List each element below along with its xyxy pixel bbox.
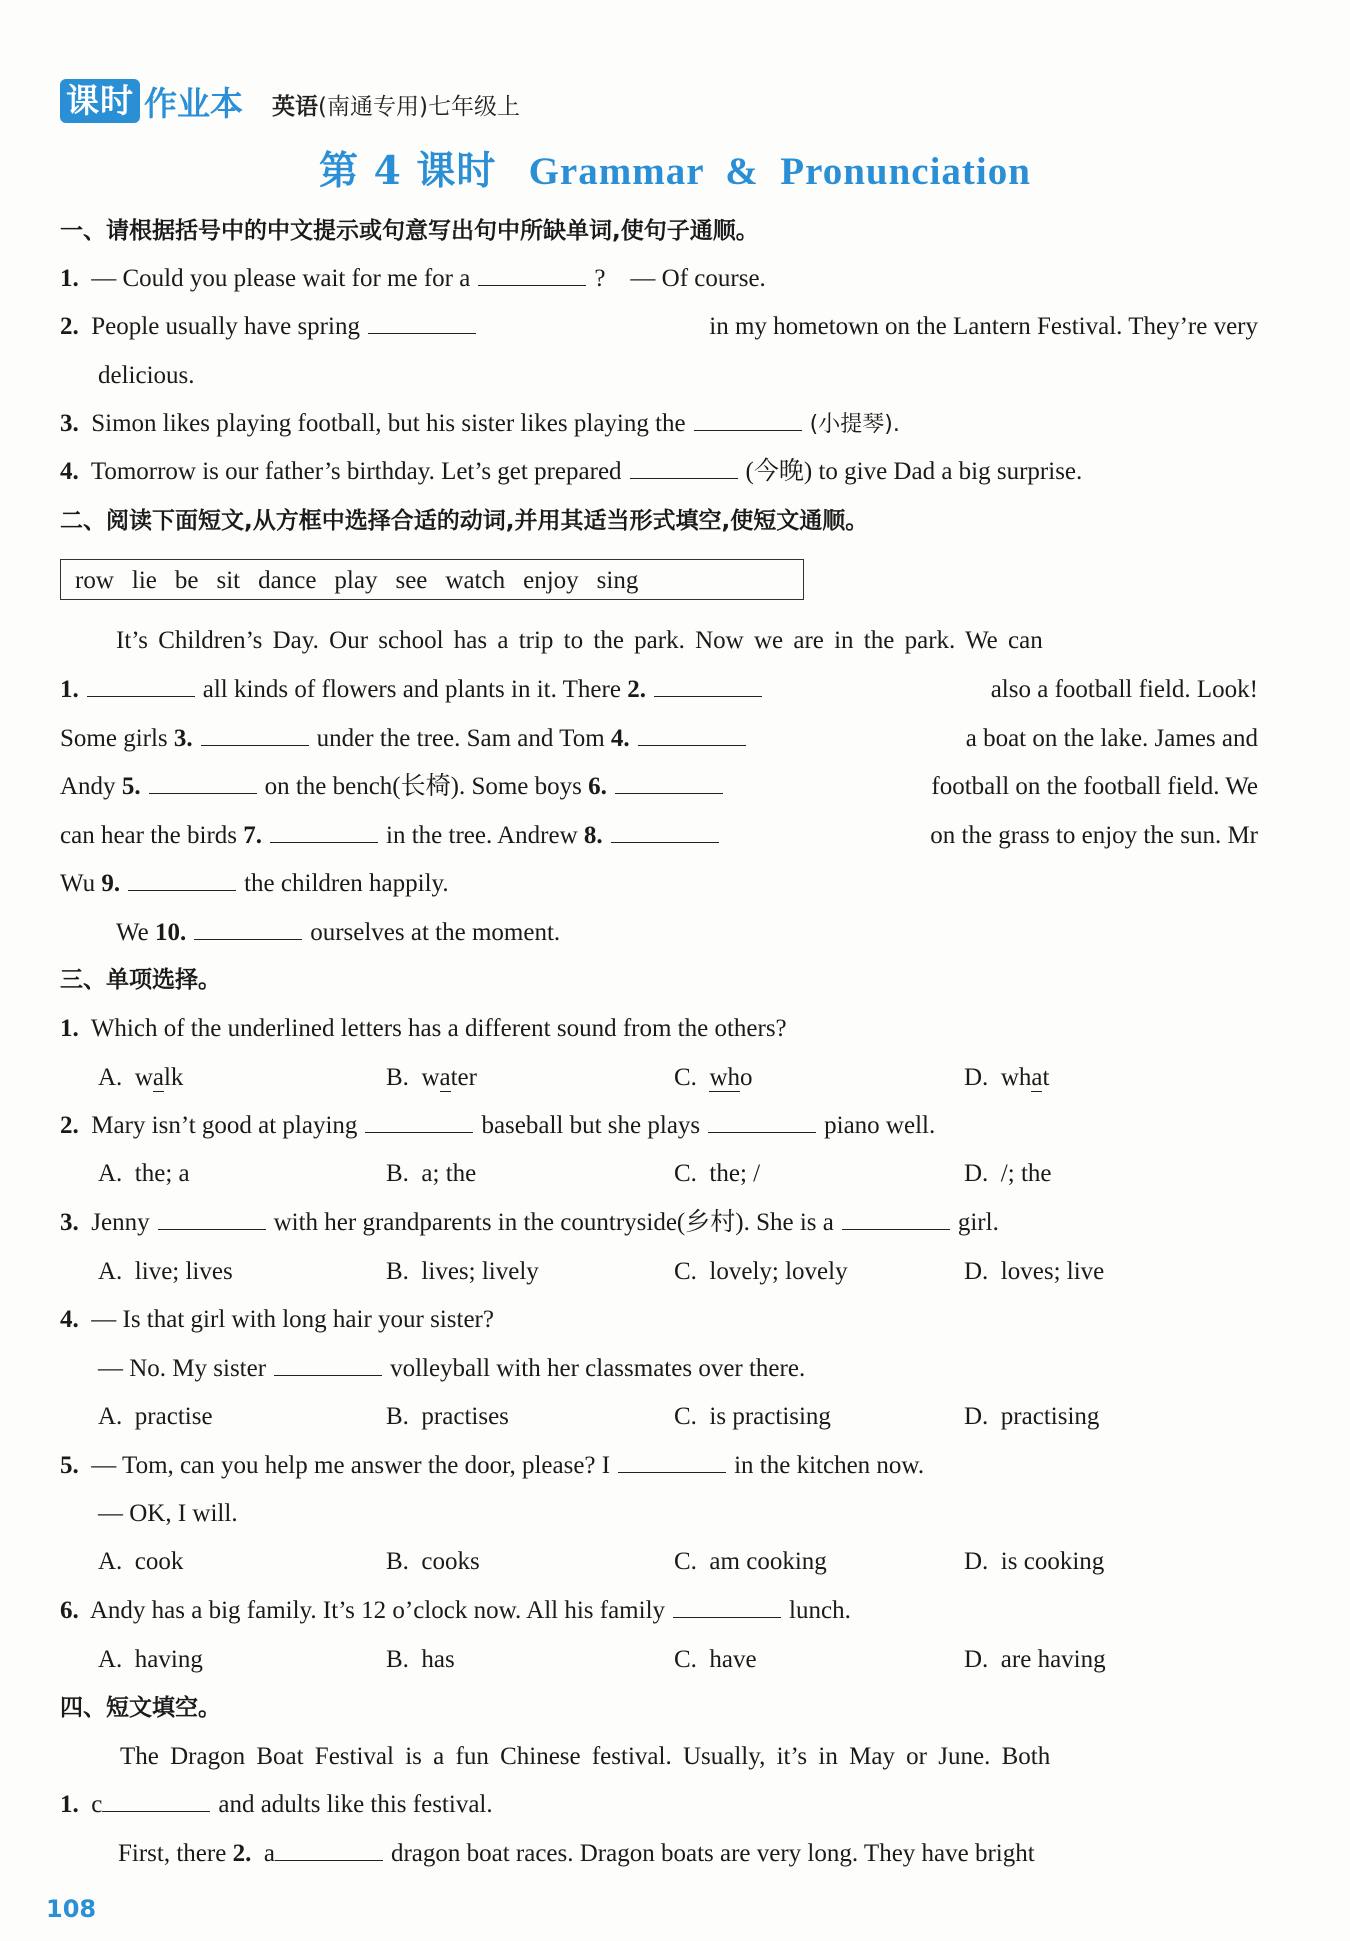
option-b[interactable]: B. lives; lively bbox=[386, 1258, 539, 1285]
answer-blank[interactable] bbox=[611, 820, 719, 843]
s3-q2-text: piano well. bbox=[824, 1112, 936, 1139]
page-number: 108 bbox=[46, 1895, 97, 1923]
s3-q5-text: in the kitchen now. bbox=[734, 1452, 925, 1479]
subject-label bbox=[272, 88, 520, 121]
s4-text: and adults like this festival. bbox=[218, 1791, 493, 1818]
s3-q6-text: Andy has a big family. It’s 12 o’clock now. All his family bbox=[89, 1597, 666, 1624]
word-box bbox=[60, 559, 804, 600]
word-option: enjoy bbox=[523, 567, 579, 594]
s2-text: Some girls bbox=[60, 725, 168, 752]
answer-blank[interactable] bbox=[194, 917, 302, 940]
s4-para-line-3: First, there 2. a dragon boat races. Dragon boats are very long. They have bright bbox=[118, 1840, 1035, 1867]
section-4-heading: 四、短文填空。 bbox=[60, 1695, 221, 1721]
s4-para-line-1: The Dragon Boat Festival is a fun Chinese festival. Usually, it’s in May or June. Both bbox=[120, 1743, 1051, 1770]
option-c[interactable]: C. am cooking bbox=[674, 1548, 827, 1575]
brand-logo bbox=[60, 78, 243, 124]
section-1-heading: 一、请根据括号中的中文提示或句意写出句中所缺单词,使句子通顺。 bbox=[60, 218, 759, 244]
answer-blank[interactable] bbox=[274, 1353, 382, 1376]
s3-q1-text: Which of the underlined letters has a different sound from the others? bbox=[90, 1015, 787, 1042]
s3-q2: 2. Mary isn’t good at playing baseball but she plays piano well. bbox=[60, 1112, 936, 1139]
brand-box: 课时 bbox=[60, 79, 140, 123]
s3-q4-text: — Is that girl with long hair your sister? bbox=[91, 1306, 494, 1333]
lesson-title bbox=[0, 140, 1350, 196]
option-a[interactable]: A. live; lives bbox=[98, 1258, 233, 1285]
s2-para-line-1: It’s Children’s Day. Our school has a trip to the park. Now we are in the park. We can bbox=[116, 627, 1043, 654]
answer-blank[interactable] bbox=[128, 868, 236, 891]
s3-q2-text: baseball but she plays bbox=[481, 1112, 701, 1139]
word-option: be bbox=[174, 567, 199, 594]
word-option: dance bbox=[258, 567, 317, 594]
answer-blank[interactable] bbox=[478, 263, 586, 286]
option-d[interactable]: D. are having bbox=[964, 1646, 1106, 1673]
option-b[interactable]: B. water bbox=[386, 1064, 477, 1091]
s3-q6: 6. Andy has a big family. It’s 12 o’clock now. All his family lunch. bbox=[60, 1597, 851, 1624]
answer-blank[interactable] bbox=[842, 1207, 950, 1230]
s1-q3-hint: (小提琴). bbox=[809, 412, 900, 437]
answer-blank[interactable] bbox=[87, 674, 195, 697]
s1-q1: 1. — Could you please wait for me for a ? — Of course. bbox=[60, 265, 766, 292]
option-a[interactable]: A. cook bbox=[98, 1548, 184, 1575]
s1-q4: 4. Tomorrow is our father’s birthday. Let’s get prepared (今晚) to give Dad a big surprise. bbox=[60, 458, 1083, 485]
option-b[interactable]: B. a; the bbox=[386, 1160, 477, 1187]
answer-blank[interactable] bbox=[201, 723, 309, 746]
s3-q4-text: — No. My sister bbox=[98, 1355, 267, 1382]
s2-text: the children happily. bbox=[244, 870, 449, 897]
answer-blank[interactable] bbox=[149, 771, 257, 794]
s1-q2: 2. People usually have spring in my hometown on the Lantern Festival. They’re very bbox=[60, 310, 1258, 344]
word-option: sit bbox=[216, 567, 241, 594]
s3-q2-text: Mary isn’t good at playing bbox=[91, 1112, 358, 1139]
option-c[interactable]: C. lovely; lovely bbox=[674, 1258, 848, 1285]
answer-blank[interactable] bbox=[368, 311, 476, 334]
option-c[interactable]: C. is practising bbox=[674, 1403, 831, 1430]
s2-text: in the tree. Andrew bbox=[386, 822, 578, 849]
answer-blank[interactable] bbox=[158, 1207, 266, 1230]
word-option: see bbox=[395, 567, 428, 594]
s3-q4-text: volleyball with her classmates over there. bbox=[390, 1355, 806, 1382]
s2-text: all kinds of flowers and plants in it. There bbox=[202, 676, 621, 703]
answer-blank[interactable] bbox=[654, 674, 762, 697]
option-a[interactable]: A. practise bbox=[98, 1403, 213, 1430]
option-c[interactable]: C. have bbox=[674, 1646, 757, 1673]
option-d[interactable]: D. is cooking bbox=[964, 1548, 1105, 1575]
word-option: watch bbox=[445, 567, 506, 594]
word-option: play bbox=[334, 567, 378, 594]
s1-q2-text-b: in my hometown on the Lantern Festival. They’re very bbox=[709, 313, 1258, 340]
s2-text: ourselves at the moment. bbox=[310, 919, 561, 946]
s2-para-line-5: can hear the birds 7. in the tree. Andrew 8. on the grass to enjoy the sun. Mr bbox=[60, 819, 1258, 853]
option-d[interactable]: D. /; the bbox=[964, 1160, 1052, 1187]
answer-blank[interactable] bbox=[708, 1110, 816, 1133]
s2-text: We bbox=[116, 919, 149, 946]
answer-blank[interactable] bbox=[270, 820, 378, 843]
s3-q5-text: — Tom, can you help me answer the door, please? I bbox=[91, 1452, 611, 1479]
option-d[interactable]: D. practising bbox=[964, 1403, 1100, 1430]
s2-text: football on the football field. We bbox=[931, 773, 1258, 800]
answer-blank[interactable] bbox=[275, 1838, 383, 1861]
answer-blank[interactable] bbox=[673, 1595, 781, 1618]
s2-text: a boat on the lake. James and bbox=[965, 725, 1258, 752]
answer-blank[interactable] bbox=[630, 456, 738, 479]
s3-q3-text: with her grandparents in the countryside(乡村). She is a bbox=[273, 1209, 834, 1236]
s3-q5: 5. — Tom, can you help me answer the door, please? I in the kitchen now. bbox=[60, 1452, 925, 1479]
s1-q4-text: Tomorrow is our father’s birthday. Let’s get prepared bbox=[90, 458, 622, 485]
answer-blank[interactable] bbox=[365, 1110, 473, 1133]
word-option: sing bbox=[596, 567, 639, 594]
option-a[interactable]: A. having bbox=[98, 1646, 203, 1673]
option-a[interactable]: A. the; a bbox=[98, 1160, 190, 1187]
answer-blank[interactable] bbox=[615, 771, 723, 794]
s3-q6-text: lunch. bbox=[789, 1597, 851, 1624]
option-c[interactable]: C. the; / bbox=[674, 1160, 761, 1187]
s2-para-line-2: 1. all kinds of flowers and plants in it. There 2. also a football field. Look! bbox=[60, 673, 1258, 707]
s4-para-line-2: 1. c and adults like this festival. bbox=[60, 1791, 493, 1818]
option-c[interactable]: C. who bbox=[674, 1064, 753, 1091]
option-d[interactable]: D. what bbox=[964, 1064, 1050, 1091]
s2-para-line-7: We 10. ourselves at the moment. bbox=[116, 919, 561, 946]
s1-q3-text: Simon likes playing football, but his sister likes playing the bbox=[91, 410, 686, 437]
s2-text: on the grass to enjoy the sun. Mr bbox=[930, 822, 1258, 849]
s2-para-line-4: Andy 5. on the bench(长椅). Some boys 6. football on the football field. We bbox=[60, 770, 1258, 804]
s3-q1: 1. Which of the underlined letters has a different sound from the others? bbox=[60, 1015, 787, 1042]
s2-text: also a football field. Look! bbox=[990, 676, 1258, 703]
lesson-title-en: Grammar & Pronunciation bbox=[528, 150, 1031, 193]
s1-q2-cont: delicious. bbox=[98, 362, 195, 389]
s2-text: can hear the birds bbox=[60, 822, 238, 849]
answer-blank[interactable] bbox=[102, 1789, 210, 1812]
option-b[interactable]: B. cooks bbox=[386, 1548, 480, 1575]
s4-text: dragon boat races. Dragon boats are very long. They have bright bbox=[390, 1840, 1035, 1867]
s2-text: on the bench(长椅). Some boys bbox=[264, 773, 582, 800]
option-d[interactable]: D. loves; live bbox=[964, 1258, 1105, 1285]
answer-blank[interactable] bbox=[618, 1450, 726, 1473]
section-3-heading: 三、单项选择。 bbox=[60, 967, 221, 993]
s2-text: under the tree. Sam and Tom bbox=[316, 725, 605, 752]
s1-q3: 3. Simon likes playing football, but his sister likes playing the (小提琴). bbox=[60, 410, 900, 437]
s3-q5-reply: — OK, I will. bbox=[98, 1500, 238, 1527]
s2-text: Wu bbox=[60, 870, 96, 897]
s2-para-line-6: Wu 9. the children happily. bbox=[60, 870, 449, 897]
s4-text: First, there bbox=[118, 1840, 227, 1867]
s2-text: Andy bbox=[60, 773, 116, 800]
s3-q3: 3. Jenny with her grandparents in the countryside(乡村). She is a girl. bbox=[60, 1209, 999, 1236]
option-b[interactable]: B. has bbox=[386, 1646, 455, 1673]
s1-q2-text: People usually have spring bbox=[91, 313, 360, 340]
s3-q4-answer-line bbox=[98, 1352, 1298, 1386]
brand-text: 作业本 bbox=[144, 83, 243, 123]
answer-blank[interactable] bbox=[694, 408, 802, 431]
option-a[interactable]: A. walk bbox=[98, 1064, 184, 1091]
s3-q3-text: Jenny bbox=[91, 1209, 150, 1236]
s1-q1-text: — Could you please wait for me for a bbox=[91, 265, 471, 292]
s3-q3-text: girl. bbox=[957, 1209, 999, 1236]
s4-text: c bbox=[91, 1791, 103, 1818]
subject-detail: (南通专用)七年级上 bbox=[318, 94, 520, 120]
s1-q1-text-b: ? — Of course. bbox=[594, 265, 766, 292]
option-b[interactable]: B. practises bbox=[386, 1403, 509, 1430]
word-option: lie bbox=[131, 567, 157, 594]
answer-blank[interactable] bbox=[638, 723, 746, 746]
s4-text: a bbox=[263, 1840, 275, 1867]
word-option: row bbox=[75, 567, 114, 594]
lesson-title-cn: 第 4 课时 bbox=[319, 148, 497, 194]
s1-q4-text-b: (今晚) to give Dad a big surprise. bbox=[745, 458, 1083, 485]
section-2-heading: 二、阅读下面短文,从方框中选择合适的动词,并用其适当形式填空,使短文通顺。 bbox=[60, 508, 869, 534]
s2-para-line-3: Some girls 3. under the tree. Sam and Tom 4. a boat on the lake. James and bbox=[60, 722, 1258, 756]
subject-name: 英语 bbox=[272, 94, 318, 120]
s3-q4: 4. — Is that girl with long hair your sister? bbox=[60, 1306, 494, 1333]
